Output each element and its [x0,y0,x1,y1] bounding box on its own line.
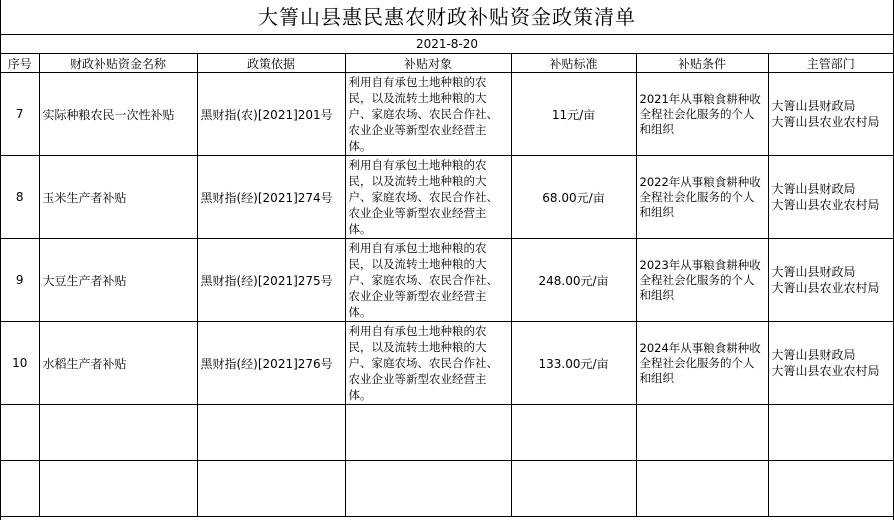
header-name: 财政补贴资金名称 [39,54,197,73]
empty-cell [39,461,197,517]
header-basis: 政策依据 [197,54,345,73]
dept-agriculture: 大箐山县农业农村局 [771,281,880,295]
dept-agriculture: 大箐山县农业农村局 [771,364,880,378]
cell-name: 实际种粮农民一次性补贴 [39,73,197,156]
empty-cell [1,461,39,517]
empty-cell [768,461,893,517]
cell-num: 10 [1,322,39,405]
empty-cell [39,405,197,461]
header-dept: 主管部门 [768,54,893,73]
cell-dept [768,156,893,239]
sheet-date: 2021-8-20 [1,35,893,54]
sheet-title: 大箐山县惠民惠农财政补贴资金政策清单 [1,0,893,35]
empty-cell [636,405,768,461]
header-standard: 补贴标准 [511,54,636,73]
table-row [1,73,893,156]
header-target: 补贴对象 [345,54,511,73]
policy-table [1,54,893,517]
cell-dept [768,73,893,156]
cell-target: 利用自有承包土地种粮的农民，以及流转土地种粮的大户、家庭农场、农民合作社、农业企业等新型农业经营主体。 [345,73,511,156]
cell-standard: 133.00元/亩 [511,322,636,405]
cell-basis: 黑财指(经)[2021]274号 [197,156,345,239]
cell-condition: 2023年从事粮食耕种收全程社会化服务的个人和组织 [636,239,768,322]
cell-name: 玉米生产者补贴 [39,156,197,239]
dept-finance: 大箐山县财政局 [771,99,856,113]
cell-basis: 黑财指(经)[2021]275号 [197,239,345,322]
cell-condition: 2024年从事粮食耕种收全程社会化服务的个人和组织 [636,322,768,405]
cell-name: 水稻生产者补贴 [39,322,197,405]
cell-standard: 68.00元/亩 [511,156,636,239]
cell-num: 7 [1,73,39,156]
cell-standard: 11元/亩 [511,73,636,156]
cell-num: 8 [1,156,39,239]
dept-finance: 大箐山县财政局 [771,182,856,196]
cell-num: 9 [1,239,39,322]
empty-cell [345,461,511,517]
header-row [1,54,893,73]
header-num: 序号 [1,54,39,73]
cell-basis: 黑财指(经)[2021]276号 [197,322,345,405]
cell-name: 大豆生产者补贴 [39,239,197,322]
dept-agriculture: 大箐山县农业农村局 [771,115,880,129]
empty-cell [768,405,893,461]
empty-cell [197,405,345,461]
cell-dept [768,322,893,405]
cell-standard: 248.00元/亩 [511,239,636,322]
cell-dept [768,239,893,322]
empty-cell [197,461,345,517]
empty-row [1,461,893,517]
empty-cell [636,461,768,517]
empty-cell [1,405,39,461]
empty-cell [345,405,511,461]
table-row [1,322,893,405]
empty-cell [511,405,636,461]
cell-target: 利用自有承包土地种粮的农民，以及流转土地种粮的大户、家庭农场、农民合作社、农业企业等新型农业经营主体。 [345,239,511,322]
cell-basis: 黑财指(农)[2021]201号 [197,73,345,156]
empty-cell [511,461,636,517]
empty-row [1,405,893,461]
table-row [1,156,893,239]
dept-agriculture: 大箐山县农业农村局 [771,198,880,212]
cell-target: 利用自有承包土地种粮的农民，以及流转土地种粮的大户、家庭农场、农民合作社、农业企业等新型农业经营主体。 [345,322,511,405]
cell-condition: 2022年从事粮食耕种收全程社会化服务的个人和组织 [636,156,768,239]
header-condition: 补贴条件 [636,54,768,73]
dept-finance: 大箐山县财政局 [771,265,856,279]
table-row [1,239,893,322]
dept-finance: 大箐山县财政局 [771,348,856,362]
cell-target: 利用自有承包土地种粮的农民，以及流转土地种粮的大户、家庭农场、农民合作社、农业企业等新型农业经营主体。 [345,156,511,239]
cell-condition: 2021年从事粮食耕种收全程社会化服务的个人和组织 [636,73,768,156]
